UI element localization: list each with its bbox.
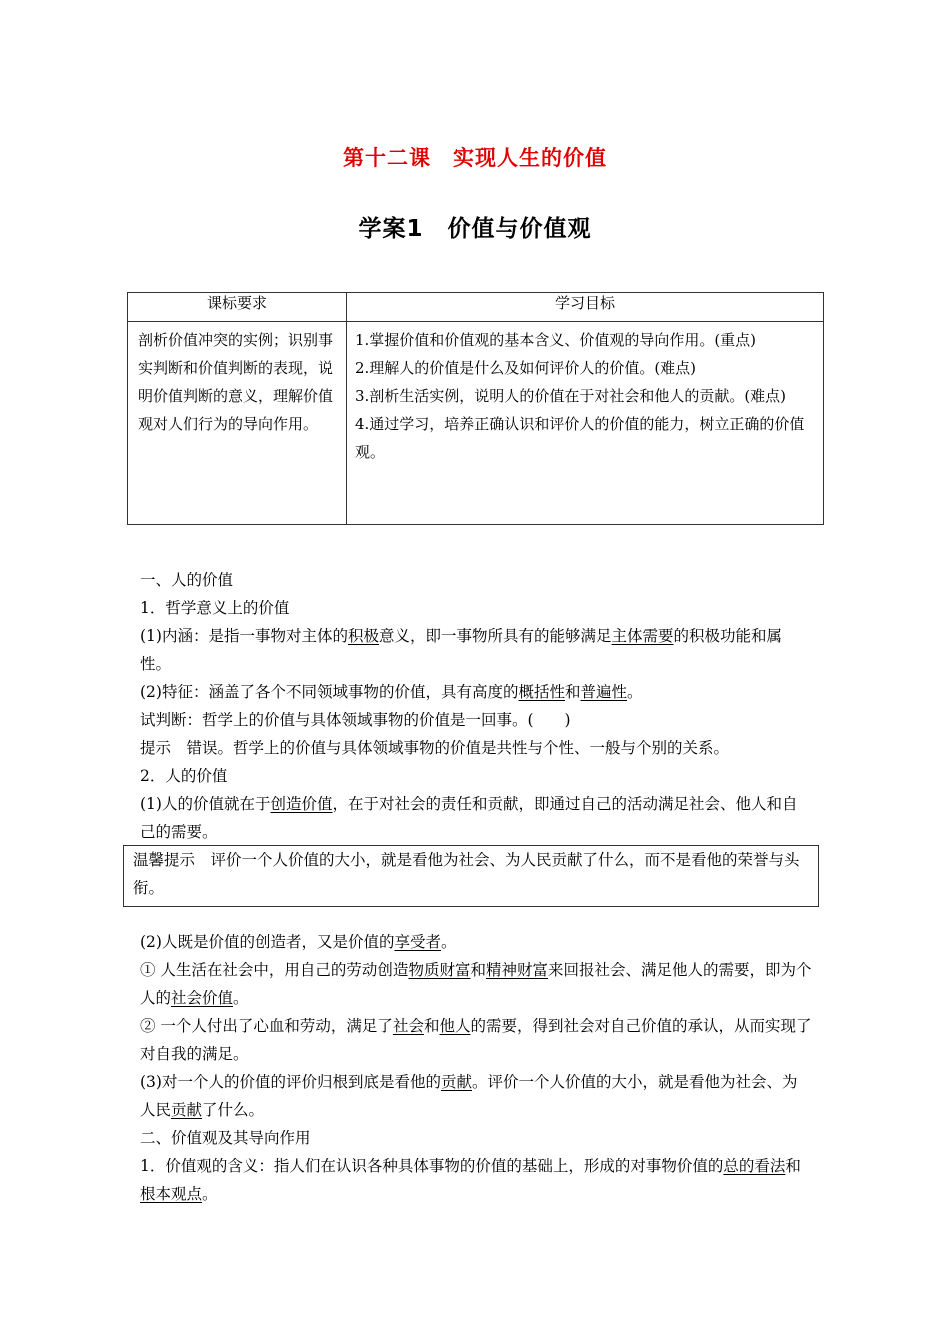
keyword-underlined: 主体需要 (611, 627, 674, 645)
text-run: 。 (202, 1185, 218, 1203)
value-features-paragraph (140, 678, 643, 706)
text-run: 来回报社会、满足他人的需要，即为个人的 (140, 961, 812, 1007)
curriculum-requirement-text (128, 322, 347, 525)
objective-1: 1.掌握价值和价值观的基本含义、价值观的导向作用。(重点) (355, 331, 757, 349)
header-curriculum-requirements: 课标要求 (128, 293, 347, 322)
text-run: (1)人的价值就在于 (140, 795, 271, 813)
text-run: (1)内涵：是指一事物对主体的 (140, 627, 348, 645)
keyword-underlined: 普遍性 (580, 683, 628, 701)
text-run: ② 一个人付出了心血和劳动，满足了 (140, 1017, 393, 1035)
text-run: (2)特征：涵盖了各个不同领域事物的价值，具有高度的 (140, 683, 519, 701)
keyword-underlined: 概括性 (518, 683, 565, 701)
section-2-heading: 二、价值观及其导向作用 (140, 1129, 311, 1147)
goals-table-body-row (128, 322, 824, 525)
goals-table (127, 292, 824, 525)
unit-title: 学案1 价值与价值观 (358, 216, 592, 242)
text-run: ① 人生活在社会中，用自己的劳动创造 (140, 961, 409, 979)
judge-question: 试判断：哲学上的价值与具体领域事物的价值是一回事。( ) (140, 711, 571, 729)
text-run: 了什么。 (202, 1101, 265, 1119)
value-connotation-paragraph (140, 622, 812, 678)
creator-enjoyer-paragraph (140, 928, 457, 956)
text-run: 和 (423, 1017, 440, 1035)
keyword-underlined: 贡献 (171, 1101, 203, 1119)
objective-2: 2.理解人的价值是什么及如何评价人的价值。(难点) (355, 359, 697, 377)
text-run: 和 (470, 961, 486, 979)
social-value-paragraph (140, 956, 812, 1012)
text-run: 的需要，得到社会对自己价值的承认，从而实现了对自我的满足。 (140, 1017, 812, 1063)
warm-tip-text: 温馨提示 评价一个人价值的大小，就是看他为社会、为人民贡献了什么，而不是看他的荣誉与头衔。 (133, 851, 800, 897)
keyword-underlined: 精神财富 (485, 961, 548, 979)
keyword-underlined: 贡献 (440, 1073, 472, 1091)
learning-objectives-cell (347, 322, 824, 525)
text-run: 。评价一个人价值的大小，就是看他为社会、为人民 (140, 1073, 798, 1119)
text-run: (3)对一个人的价值的评价归根到底是看他的 (140, 1073, 441, 1091)
keyword-underlined: 享受者 (394, 933, 441, 951)
hint-answer: 提示 错误。哲学上的价值与具体领域事物的价值是共性与个性、一般与个别的关系。 (140, 739, 730, 757)
objective-4: 4.通过学习，培养正确认识和评价人的价值的能力，树立正确的价值观。 (355, 415, 805, 461)
keyword-underlined: 物质财富 (408, 961, 471, 979)
text-run: 。 (233, 989, 249, 1007)
lesson-title: 第十二课 实现人生的价值 (343, 146, 607, 170)
keyword-underlined: 他人 (439, 1017, 471, 1035)
text-run: 和 (785, 1157, 801, 1175)
text-run: 和 (564, 683, 581, 701)
goals-table-header-row (128, 293, 824, 322)
human-value-paragraph (140, 790, 812, 846)
section-1-2-heading: 2．人的价值 (140, 767, 228, 785)
warm-tip-box (123, 845, 819, 907)
keyword-underlined: 总的看法 (723, 1157, 786, 1175)
section-1-1-heading: 1．哲学意义上的价值 (140, 599, 290, 617)
text-run: 。 (627, 683, 643, 701)
keyword-underlined: 社会价值 (171, 989, 234, 1007)
text-run: (2)人既是价值的创造者，又是价值的 (140, 933, 395, 951)
self-satisfaction-paragraph (140, 1012, 812, 1068)
header-learning-objectives: 学习目标 (347, 293, 824, 322)
keyword-underlined: 根本观点 (140, 1185, 203, 1203)
text-run: 意义，即一事物所具有的能够满足 (378, 627, 612, 645)
text-run: 。 (440, 933, 457, 951)
values-definition-paragraph (140, 1152, 812, 1208)
text-run: ，在于对社会的责任和贡献，即通过自己的活动满足社会、他人和自己的需要。 (140, 795, 798, 841)
keyword-underlined: 积极 (347, 627, 379, 645)
keyword-underlined: 创造价值 (270, 795, 333, 813)
requirement-text: 剖析价值冲突的实例；识别事实判断和价值判断的表现，说明价值判断的意义，理解价值观对人们行为的导向作用。 (138, 331, 334, 433)
value-evaluation-paragraph (140, 1068, 812, 1124)
objective-3: 3.剖析生活实例，说明人的价值在于对社会和他人的贡献。(难点) (355, 387, 787, 405)
keyword-underlined: 社会 (392, 1017, 424, 1035)
text-run: 的积极功能和属性。 (140, 627, 783, 673)
text-run: 1．价值观的含义：指人们在认识各种具体事物的价值的基础上，形成的对事物价值的 (140, 1157, 724, 1175)
section-1-heading: 一、人的价值 (140, 571, 234, 589)
